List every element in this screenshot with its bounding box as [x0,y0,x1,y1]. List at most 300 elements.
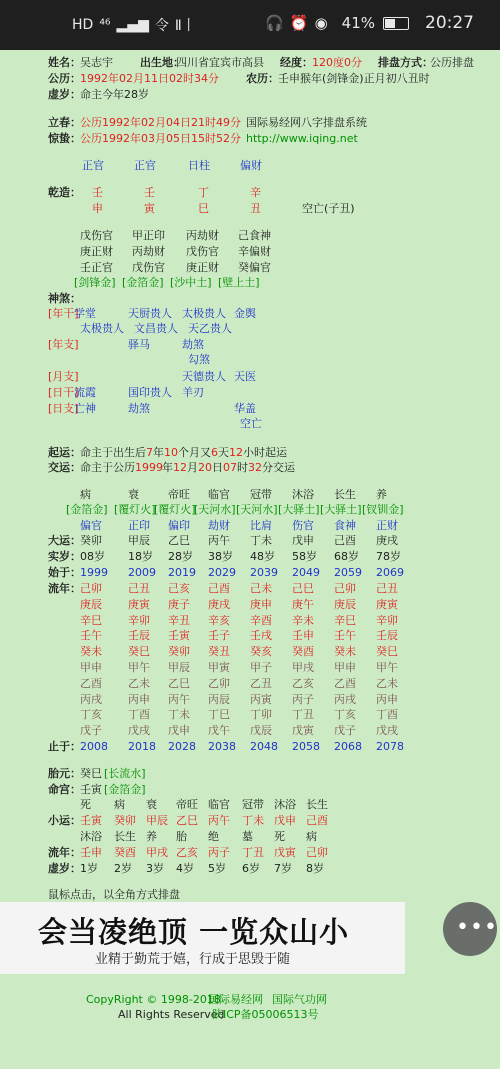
status-indicator: HD [72,17,94,33]
xy-changsheng2-row-cell: 病 [306,830,317,843]
xy-liunian-row-cell: 壬申 [80,846,102,859]
shensha-row-cell: 天医 [234,370,256,383]
xy-xusui-row-label: 虚岁： [48,862,81,875]
liunian-cell: 乙酉 [334,676,356,690]
shisui-row-cell: 58岁 [292,550,317,563]
dayun-nayin-row-cell: [覆灯火] [154,503,196,516]
dayun-nayin-row-cell: [天河水] [194,503,236,516]
xy-xusui-row-cell: 1岁 [80,862,98,875]
full-width-hint-link[interactable]: 鼠标点击，以全角方式排盘 [48,888,180,901]
liunian-cell: 辛卯 [376,613,398,627]
dayun-shishen-row-cell: 偏官 [80,519,102,532]
footer-rights-item[interactable]: 陕ICP备05006513号 [212,1008,319,1021]
xiaoyun-row-cell: 甲辰 [146,814,168,827]
canggan-cell: 丙劫财 [132,245,165,258]
liunian-cell: 己卯 [334,582,356,595]
liunian-cell: 甲寅 [208,661,230,674]
liunian-cell: 辛酉 [250,613,272,627]
canggan-cell: 丙劫财 [186,229,219,242]
canggan-cell: 己食神 [238,229,271,242]
liunian-cell: 癸巳 [376,645,398,659]
shensha-row-cell: [年支] [48,338,79,351]
changsheng-row-cell: 养 [376,488,387,501]
canggan-cell: 庚正财 [186,261,219,274]
liunian-cell: 丙午 [168,692,190,706]
liunian-cell: 己丑 [376,582,398,595]
jieqi-row-cell: http://www.iqing.net [246,132,358,145]
info-row-cell: 农历： [246,72,279,85]
tiangan: 壬 [144,186,155,199]
zhiyu-row-cell: 2058 [292,740,320,753]
nayin: [金箔金] [122,276,164,289]
liunian-cell: 癸卯 [168,645,190,659]
dayun-row-cell: 庚戌 [376,534,398,547]
more-options-button[interactable] [443,902,497,956]
liunian-cell: 辛巳 [80,613,102,627]
zhiyu-row-cell: 2068 [334,740,362,753]
changsheng-row-cell: 冠带 [250,488,272,501]
tiangan: 丁 [198,186,209,199]
liunian-cell: 丙申 [128,692,150,706]
shensha-row-cell: 学堂 [74,307,96,320]
status-indicator: Ⅱ丨 [174,18,196,34]
dizhi: 寅 [144,202,155,215]
qiyun-row-cell: 07 [223,461,237,474]
xy-liunian-row-cell: 戊寅 [274,846,296,859]
liunian-cell: 壬申 [292,629,314,643]
dayun-nayin-row-cell: [大驿土] [320,503,362,516]
canggan-cell: 辛偏财 [238,245,271,258]
liunian-cell: 癸未 [334,645,356,659]
qiyun-row-cell: 小时起运 [243,446,287,459]
qiyun-row-cell: 交运： [48,461,81,474]
dayun-row-cell: 丁未 [250,534,272,547]
info-row-cell: 公历排盘 [430,56,474,69]
liunian-cell: 丁丑 [292,708,314,722]
liunian-cell: 戊申 [168,724,190,738]
shisui-row-label: 实岁： [48,550,81,563]
status-time: 20:27 [425,13,474,33]
info-row-cell: 1992年02月11日02时34分 [80,72,219,85]
canggan-cell: 壬正官 [80,261,113,274]
info-row-cell: 虚岁： [48,88,81,101]
dayun-shishen-row-cell: 劫财 [208,519,230,532]
qiyun-row-cell: 10 [164,446,178,459]
liunian-cell: 戊戌 [128,724,150,738]
liunian-cell: 丙戌 [334,692,356,706]
xy-changsheng-row-cell: 沐浴 [274,798,296,811]
dayun-shishen-row-cell: 正财 [376,519,398,532]
liunian-cell: 壬寅 [168,629,190,643]
shensha-row-cell: 金舆 [234,307,256,320]
dayun-shishen-row-cell: 正印 [128,519,150,532]
qiyun-row-cell: 32 [248,461,262,474]
liunian-cell: 丁巳 [208,708,230,722]
qiyun-row-cell: 20 [198,461,212,474]
xy-changsheng-row-cell: 冠带 [242,798,264,811]
qiyun-row-cell: 命主于出生后 [80,446,146,459]
shensha-row-cell: [日支] [48,402,79,415]
liunian-cell: 庚申 [250,597,272,611]
dizhi: 巳 [198,202,209,215]
liunian-cell: 庚午 [292,597,314,611]
dayun-nayin-row-cell: [金箔金] [66,503,108,516]
qiyun-row-cell: 分交运 [262,461,295,474]
xy-xusui-row-cell: 6岁 [242,862,260,875]
zhiyu-row-cell: 2038 [208,740,236,753]
qiyun-row-cell: 1999 [135,461,163,474]
xy-xusui-row-cell: 2岁 [114,862,132,875]
liunian-label: 流年： [48,582,81,595]
shensha-row-cell: 天乙贵人 [188,322,232,335]
battery-text: 41% [341,14,375,32]
shensha-row-cell: 羊刃 [182,386,204,399]
xiaoyun-row-cell: 己酉 [306,814,328,827]
xy-changsheng2-row-cell: 死 [274,830,285,843]
liunian-cell: 庚寅 [376,597,398,611]
shensha-row-cell: 亡神 [74,402,96,415]
jieqi-row-cell: 公历1992年02月04日21时49分 [80,116,241,129]
canggan-cell: 癸偏官 [238,261,271,274]
xiaoyun-row-label: 小运： [48,814,81,827]
liunian-cell: 丁亥 [334,708,356,722]
status-indicator: ⁴⁶ [99,17,111,33]
liunian-cell: 癸亥 [250,645,272,659]
dizhi: 丑 [250,202,261,215]
liunian-cell: 壬午 [334,629,356,643]
info-row-cell: 姓名： [48,56,81,69]
kongwang: 空亡(子丑) [302,202,355,215]
info-row-cell: 120度0分 [312,56,362,69]
liunian-cell: 乙亥 [292,676,314,690]
xy-xusui-row-cell: 4岁 [176,862,194,875]
zhiyu-row-cell: 2078 [376,740,404,753]
xy-changsheng2-row-cell: 沐浴 [80,830,102,843]
xiaoyun-row-cell: 壬寅 [80,814,102,827]
liunian-cell: 丁酉 [128,708,150,722]
xy-changsheng-row-cell: 衰 [146,798,157,811]
taiyuan-row-cell: 癸巳 [80,767,102,780]
xy-changsheng-row-cell: 临官 [208,798,230,811]
tiangan: 壬 [92,186,103,199]
liunian-cell: 庚子 [168,597,190,611]
status-icon: 🎧 [265,14,284,32]
xy-liunian-row-cell: 己卯 [306,846,328,859]
liunian-cell: 癸未 [80,645,102,659]
dayun-nayin-row-cell: [钗钏金] [362,503,404,516]
dayun-nayin-row-cell: [大驿土] [278,503,320,516]
xy-xusui-row-cell: 7岁 [274,862,292,875]
shensha-row-cell: 太极贵人 [80,322,124,335]
xy-liunian-row-label: 流年： [48,846,81,859]
liunian-cell: 己卯 [80,582,102,595]
pillar-shishen: 偏财 [240,159,262,172]
dayun-row-cell: 乙巳 [168,534,190,547]
liunian-cell: 庚戌 [208,597,230,611]
liunian-cell: 辛卯 [128,613,150,627]
qiyun-row-cell: 12 [173,461,187,474]
qiyun-row-cell: 年 [162,461,173,474]
xy-liunian-row-cell: 癸酉 [114,846,136,859]
xy-xusui-row-cell: 8岁 [306,862,324,875]
qianzao-label: 乾造： [48,186,81,199]
qiyun-row-cell: 年 [153,446,164,459]
xy-changsheng2-row-cell: 养 [146,830,157,843]
shisui-row-cell: 48岁 [250,550,275,563]
motto-banner[interactable] [0,902,405,974]
zhiyu-row-cell: 2008 [80,740,108,753]
liunian-cell: 乙丑 [250,676,272,690]
xiaoyun-row-cell: 癸卯 [114,814,136,827]
status-right [265,13,474,33]
xy-changsheng-row-cell: 死 [80,798,91,811]
xy-changsheng-row-cell: 长生 [306,798,328,811]
shensha-row-cell: 天厨贵人 [128,307,172,320]
status-icon: ◉ [314,14,328,32]
dayun-shishen-row-cell: 食神 [334,519,356,532]
shensha-row-cell: 太极贵人 [182,307,226,320]
dizhi: 申 [92,202,103,215]
changsheng-row-cell: 长生 [334,488,356,501]
xiaoyun-row-cell: 丁未 [242,814,264,827]
shiyu-row-cell: 2019 [168,566,196,579]
liunian-cell: 辛丑 [168,613,190,627]
xy-changsheng2-row-cell: 长生 [114,830,136,843]
info-row-cell: 排盘方式： [378,56,433,69]
nayin: [壁上土] [218,276,260,289]
dayun-row-cell: 丙午 [208,534,230,547]
qiyun-row-cell: 天 [218,446,229,459]
info-row-cell: 命主今年28岁 [80,88,149,101]
liunian-cell: 丁酉 [376,708,398,722]
shensha-row-cell: 天德贵人 [182,370,226,383]
liunian-cell: 戊辰 [250,724,272,738]
liunian-cell: 丁卯 [250,708,272,722]
footer-copyright-item[interactable]: 国际气功网 [272,993,327,1006]
xy-liunian-row-cell: 丙子 [208,846,230,859]
xiaoyun-row-cell: 丙午 [208,814,230,827]
canggan-cell: 戊伤官 [80,229,113,242]
qiyun-row-cell: 命主于公历 [80,461,135,474]
liunian-cell: 癸酉 [292,645,314,659]
battery-icon [383,17,409,30]
liunian-cell: 壬子 [208,629,230,643]
canggan-cell: 甲正印 [132,229,165,242]
jieqi-row-cell: 公历1992年03月05日15时52分 [80,132,241,145]
shiyu-row-label: 始于： [48,566,81,579]
liunian-cell: 壬午 [80,629,102,643]
footer-copyright-item: CopyRight © 1998-2018 [86,993,221,1006]
shisui-row-cell: 28岁 [168,550,193,563]
liunian-cell: 辛巳 [334,613,356,627]
dayun-row-cell: 癸卯 [80,534,102,547]
liunian-cell: 己巳 [292,582,314,595]
changsheng-row-cell: 衰 [128,488,139,501]
liunian-cell: 丙戌 [80,692,102,706]
shiyu-row-cell: 2049 [292,566,320,579]
shensha-row-cell: 华盖 [234,402,256,415]
liunian-cell: 甲午 [376,661,398,674]
liunian-cell: 戊子 [334,724,356,738]
liunian-cell: 庚辰 [80,597,102,611]
shensha-row-cell: 劫煞 [182,338,204,351]
zhiyu-row-cell: 2018 [128,740,156,753]
shisui-row-cell: 38岁 [208,550,233,563]
qiyun-row-cell: 6 [211,446,218,459]
liunian-cell: 庚寅 [128,597,150,611]
jieqi-row-cell: 惊蛰： [48,132,81,145]
liunian-cell: 乙卯 [208,676,230,690]
changsheng-row-cell: 临官 [208,488,230,501]
liunian-cell: 甲戌 [292,661,314,674]
shensha-row-cell: 流霞 [74,386,96,399]
liunian-cell: 丁未 [168,708,190,722]
changsheng-row-cell: 帝旺 [168,488,190,501]
shiyu-row-cell: 2059 [334,566,362,579]
xy-changsheng2-row-cell: 胎 [176,830,187,843]
liunian-cell: 乙巳 [168,676,190,690]
shensha-label: 神煞： [48,292,81,305]
liunian-cell: 辛亥 [208,613,230,627]
liunian-cell: 乙酉 [80,676,102,690]
canggan-cell: 戊伤官 [186,245,219,258]
shisui-row-cell: 68岁 [334,550,359,563]
nayin: [剑锋金] [74,276,116,289]
liunian-cell: 庚辰 [334,597,356,611]
jieqi-row-cell: 立春： [48,116,81,129]
footer-copyright-item[interactable]: 国际易经网 [208,993,263,1006]
minggong-row-cell: 壬寅 [80,783,102,796]
shensha-row-cell: 劫煞 [128,402,150,415]
dayun-shishen-row-cell: 伤官 [292,519,314,532]
dayun-row-label: 大运： [48,534,81,547]
status-indicator: 令 [154,18,169,34]
liunian-cell: 辛未 [292,613,314,627]
liunian-cell: 丙辰 [208,692,230,706]
liunian-cell: 甲申 [334,661,356,674]
info-row-cell: 出生地： [140,56,184,69]
xy-changsheng-row-cell: 帝旺 [176,798,198,811]
liunian-cell: 癸巳 [128,645,150,659]
liunian-cell: 壬辰 [128,629,150,643]
liunian-cell: 癸丑 [208,645,230,659]
dayun-row-cell: 甲辰 [128,534,150,547]
liunian-cell: 甲午 [128,661,150,674]
liunian-cell: 己未 [250,582,272,595]
shiyu-row-cell: 2009 [128,566,156,579]
shiyu-row-cell: 2069 [376,566,404,579]
info-row-cell: 壬申猴年(剑锋金)正月初八丑时 [278,72,430,85]
xy-liunian-row-cell: 丁丑 [242,846,264,859]
canggan-cell: 庚正财 [80,245,113,258]
nayin: [沙中土] [170,276,212,289]
shensha-row-cell: 文昌贵人 [134,322,178,335]
liunian-cell: 乙未 [376,676,398,690]
xy-changsheng2-row-cell: 墓 [242,830,253,843]
shensha-row-cell: [月支] [48,370,79,383]
shensha-row-cell: 国印贵人 [128,386,172,399]
banner-title: 会当凌绝顶 一览众山小 [38,915,350,949]
qiyun-row-cell: 7 [146,446,153,459]
changsheng-row-cell: 病 [80,488,91,501]
jieqi-row-cell: 国际易经网八字排盘系统 [246,116,367,129]
qiyun-row-cell: 日 [212,461,223,474]
status-icon: ⏰ [289,14,309,32]
liunian-cell: 戊戌 [376,724,398,738]
zhiyu-row-cell: 2048 [250,740,278,753]
liunian-cell: 甲申 [80,661,102,674]
shiyu-row-cell: 2029 [208,566,236,579]
info-row-cell: 公历： [48,72,81,85]
shensha-row-cell: 驿马 [128,338,150,351]
changsheng-row-cell: 沐浴 [292,488,314,501]
bazi-chart-page [0,50,500,1069]
banner-subtitle: 业精于勤荒于嬉，行成于思毁于随 [95,952,291,967]
liunian-cell: 己亥 [168,582,190,595]
info-row-cell: 经度： [280,56,313,69]
minggong-row-cell: 命宫： [48,783,81,796]
xiaoyun-row-cell: 戊申 [274,814,296,827]
liunian-cell: 乙未 [128,676,150,690]
liunian-cell: 戊子 [80,724,102,738]
liunian-cell: 己丑 [128,582,150,595]
canggan-cell: 戊伤官 [132,261,165,274]
qiyun-row-cell: 个月又 [178,446,211,459]
shensha-row-cell: 勾煞 [188,353,210,366]
shensha-row-cell: [日干] [48,386,79,399]
status-left-icons [72,15,196,35]
taiyuan-row-cell: [长流水] [104,767,146,780]
liunian-cell: 丙子 [292,692,314,706]
info-row-cell: 吴志宇 [80,56,113,69]
info-row-cell: 四川省宜宾市高县 [176,56,264,69]
qiyun-row-cell: 月 [187,461,198,474]
liunian-cell: 戊寅 [292,724,314,738]
taiyuan-row-cell: 胎元： [48,767,81,780]
shisui-row-cell: 08岁 [80,550,105,563]
status-indicator: ▂▄▆ [116,17,149,33]
dayun-shishen-row-cell: 比肩 [250,519,272,532]
liunian-cell: 甲辰 [168,661,190,674]
dayun-shishen-row-cell: 偏印 [168,519,190,532]
more-dots-icon: ••• [456,915,498,940]
status-bar [0,0,500,50]
dayun-nayin-row-cell: [覆灯火] [114,503,156,516]
xy-liunian-row-cell: 乙亥 [176,846,198,859]
pillar-shishen: 正官 [134,159,156,172]
liunian-cell: 丙寅 [250,692,272,706]
dayun-row-cell: 己酉 [334,534,356,547]
liunian-cell: 丙申 [376,692,398,706]
dayun-row-cell: 戊申 [292,534,314,547]
liunian-cell: 壬戌 [250,629,272,643]
pillar-shishen: 日柱 [188,159,210,172]
shensha-row-cell: 空亡 [240,417,262,430]
tiangan: 辛 [250,186,261,199]
liunian-cell: 己酉 [208,582,230,595]
xy-changsheng2-row-cell: 绝 [208,830,219,843]
minggong-row-cell: [金箔金] [104,783,146,796]
zhiyu-row-label: 止于： [48,740,81,753]
shensha-row-cell: [年干] [48,307,79,320]
dayun-nayin-row-cell: [天河水] [236,503,278,516]
xy-liunian-row-cell: 甲戌 [146,846,168,859]
liunian-cell: 甲子 [250,661,272,674]
qiyun-row-cell: 起运： [48,446,81,459]
liunian-cell: 壬辰 [376,629,398,643]
footer-rights-item[interactable]: All Rights Reserved [118,1008,225,1021]
xiaoyun-row-cell: 乙巳 [176,814,198,827]
